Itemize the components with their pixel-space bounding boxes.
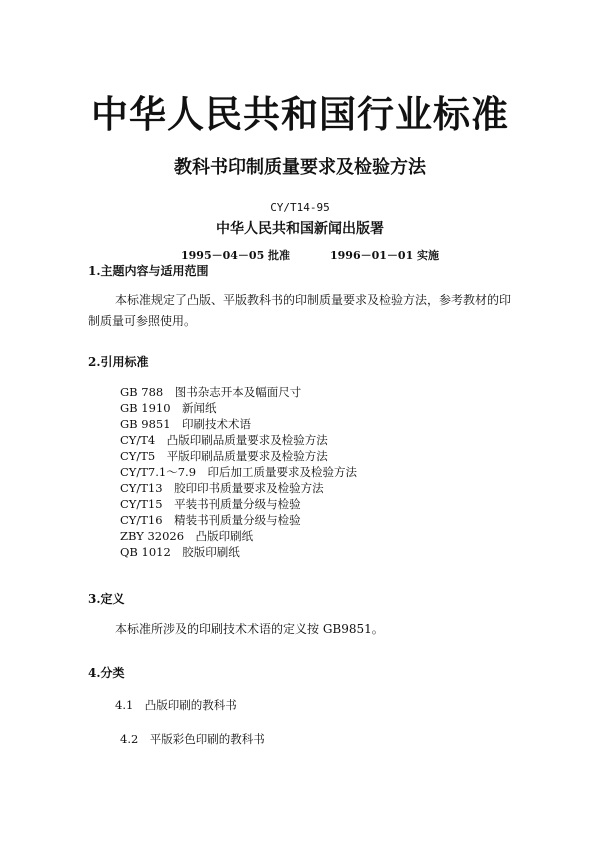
section-2-heading: 2.引用标准 — [88, 355, 149, 369]
reference-item: ZBY 32026 凸版印刷纸 — [120, 529, 254, 543]
section-1-heading: 1.主题内容与适用范围 — [88, 264, 209, 278]
section-1-paragraph-line-2: 制质量可参照使用。 — [88, 314, 197, 328]
issuing-authority: 中华人民共和国新闻出版署 — [216, 221, 384, 237]
reference-item: GB 1910 新闻纸 — [120, 401, 217, 415]
section-1-paragraph-line-1: 本标准规定了凸版、平版教科书的印制质量要求及检验方法，参考教材的印 — [115, 293, 512, 307]
section-4-heading: 4.分类 — [88, 666, 125, 680]
approval-date: 1995－04－05 批准 — [181, 249, 291, 262]
document-subtitle: 教科书印制质量要求及检验方法 — [174, 157, 426, 178]
reference-item: CY/T5 平版印刷品质量要求及检验方法 — [120, 449, 328, 463]
document-title: 中华人民共和国行业标准 — [91, 92, 509, 136]
reference-item: CY/T15 平装书刊质量分级与检验 — [120, 497, 301, 511]
reference-item: GB 788 图书杂志开本及幅面尺寸 — [120, 385, 302, 399]
effective-date: 1996－01－01 实施 — [330, 249, 440, 262]
reference-item: QB 1012 胶版印刷纸 — [120, 545, 240, 559]
standard-code: CY/T14-95 — [270, 201, 330, 214]
section-3-heading: 3.定义 — [88, 592, 125, 606]
section-3-paragraph: 本标准所涉及的印刷技术术语的定义按 GB9851。 — [115, 622, 384, 636]
reference-item: CY/T13 胶印印书质量要求及检验方法 — [120, 481, 324, 495]
subsection-4-2: 4.2 平版彩色印刷的教科书 — [120, 732, 265, 746]
reference-item: GB 9851 印刷技术术语 — [120, 417, 252, 431]
reference-item: CY/T7.1～7.9 印后加工质量要求及检验方法 — [120, 465, 358, 479]
reference-item: CY/T4 凸版印刷品质量要求及检验方法 — [120, 433, 328, 447]
subsection-4-1: 4.1 凸版印刷的教科书 — [115, 698, 237, 712]
reference-item: CY/T16 精装书刊质量分级与检验 — [120, 513, 301, 527]
